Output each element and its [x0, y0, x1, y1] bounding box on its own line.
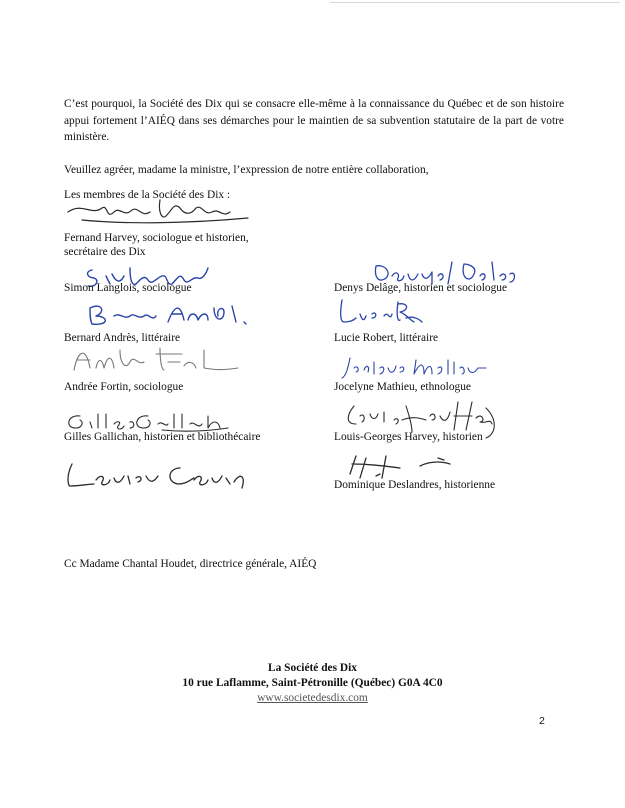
cc-line: Cc Madame Chantal Houdet, directrice générale, AIÉQ [64, 558, 317, 570]
member-andree-fortin: Andrée Fortin, sociologue [64, 381, 184, 393]
page-number: 2 [539, 715, 545, 727]
signature-laurier-lacroix [62, 458, 252, 494]
footer-address: 10 rue Laflamme, Saint-Pétronille (Québec) G0A 4C0 [182, 677, 443, 689]
member-jocelyne-mathieu: Jocelyne Mathieu, ethnologue [334, 381, 471, 393]
member-fernand-harvey: Fernand Harvey, sociologue et historien, [64, 232, 249, 244]
signature-fernand-harvey [62, 194, 252, 228]
salutation: Veuillez agréer, madame la ministre, l’expression de notre entière collaboration, [64, 164, 429, 176]
member-gilles-gallichan: Gilles Gallichan, historien et bibliothécaire [64, 431, 261, 443]
member-bernard-andres: Bernard Andrès, littéraire [64, 332, 181, 344]
top-divider [330, 2, 620, 3]
signature-andree-fortin [64, 340, 244, 380]
member-lucie-robert: Lucie Robert, littéraire [334, 332, 439, 344]
signature-dominique-deslandres [340, 450, 480, 480]
member-fernand-harvey-role: secrétaire des Dix [64, 246, 146, 258]
member-denys-delage: Denys Delâge, historien et sociologue [334, 282, 508, 294]
member-simon-langlois: Simon Langlois, sociologue [64, 282, 192, 294]
footer-org-name: La Société des Dix [268, 662, 357, 674]
signature-bernard-andres [84, 298, 254, 332]
signature-jocelyne-mathieu [340, 352, 495, 382]
signature-lucie-robert [336, 296, 426, 330]
members-intro: Les membres de la Société des Dix : [64, 189, 231, 201]
closing-paragraph: C’est pourquoi, la Société des Dix qui se consacre elle-même à la connaissance du Québec et de son histoire appui fortement l’AIÉQ dans ses démarches pour le maintien de sa subvention statutaire de la part de votre ministère. [64, 98, 564, 143]
member-dominique-deslandres: Dominique Deslandres, historienne [334, 479, 496, 491]
member-louis-georges-harvey: Louis-Georges Harvey, historien [334, 431, 483, 443]
footer-website-link[interactable]: www.societedesdix.com [257, 692, 368, 704]
